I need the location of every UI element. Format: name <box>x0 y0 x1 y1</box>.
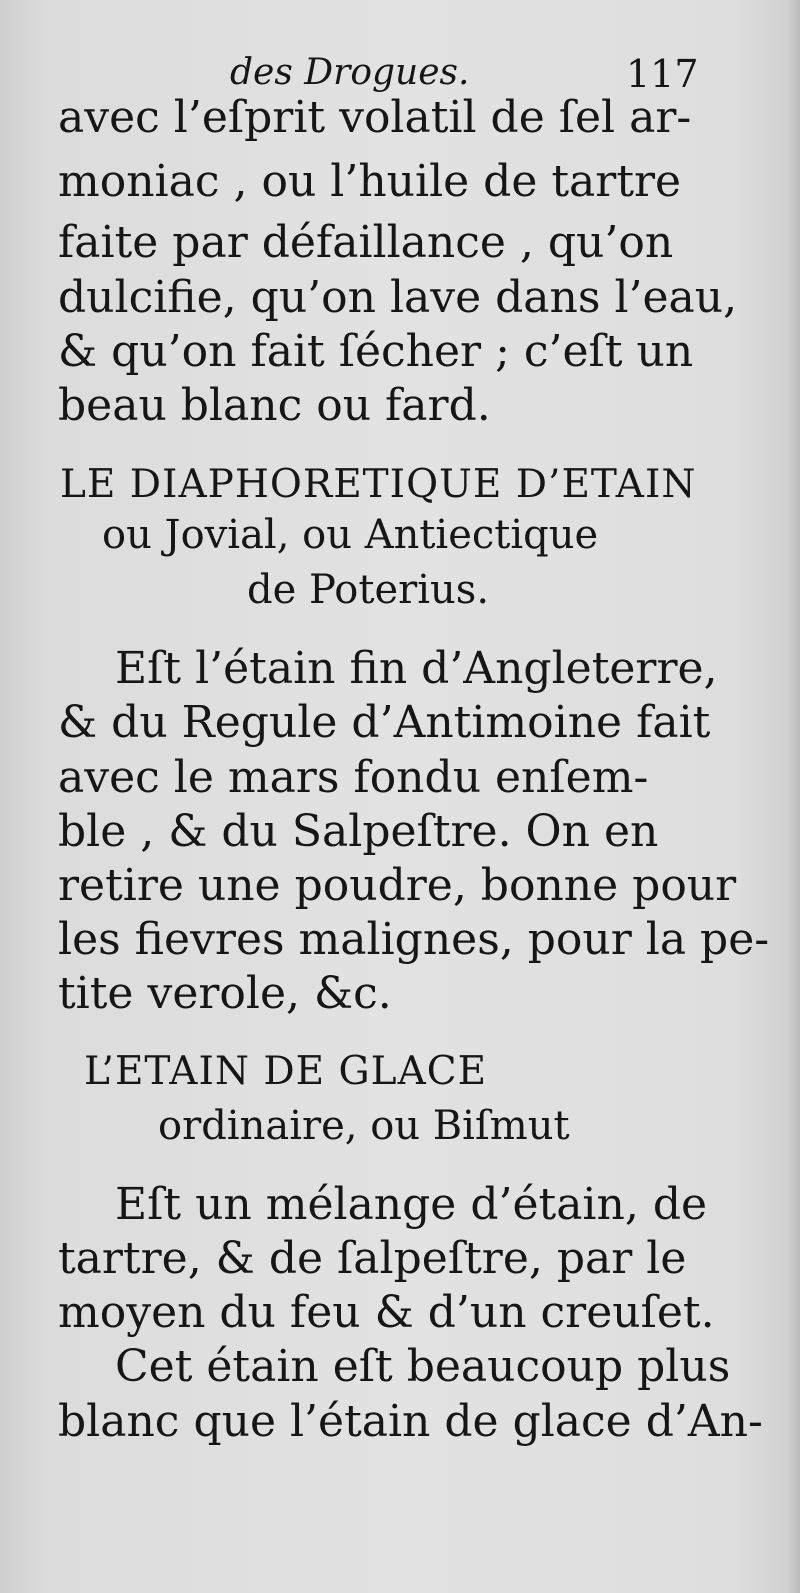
text-line: tartre, & de ſalpeſtre, par le <box>58 1233 687 1284</box>
section-heading: L’ETAIN DE GLACE <box>84 1049 488 1094</box>
section-heading: LE DIAPHORETIQUE D’ETAIN <box>60 462 697 507</box>
text-line: retire une poudre, bonne pour <box>58 860 737 911</box>
text-line: moyen du feu & d’un creuſet. <box>58 1287 715 1338</box>
text-line: avec le mars fondu enſem- <box>58 752 649 803</box>
text-line: ble , & du Salpeſtre. On en <box>58 806 659 857</box>
text-line: blanc que l’étain de glace d’An- <box>58 1396 763 1447</box>
text-line: avec l’eſprit volatil de ſel ar- <box>58 92 692 143</box>
text-line: faite par défaillance , qu’on <box>58 217 674 268</box>
text-line: & du Regule d’Antimoine fait <box>58 697 711 748</box>
text-line: tite verole, &c. <box>58 968 392 1019</box>
running-head: des Drogues. <box>230 52 470 93</box>
section-heading-subtitle: ou Jovial, ou Antiectique <box>102 512 599 558</box>
text-line: dulcifie, qu’on lave dans l’eau, <box>58 272 738 323</box>
section-heading-subtitle: de Poterius. <box>247 567 490 613</box>
text-line: & qu’on fait ſécher ; c’eſt un <box>58 326 694 377</box>
text-line: les fievres malignes, pour la pe- <box>58 914 770 965</box>
text-line: Eſt l’étain fin d’Angleterre, <box>115 643 718 694</box>
text-line: Cet étain eſt beaucoup plus <box>115 1341 731 1392</box>
section-heading-subtitle: ordinaire, ou Biſmut <box>158 1103 570 1149</box>
page-number: 117 <box>626 52 699 96</box>
text-line: moniac , ou l’huile de tartre <box>58 156 682 207</box>
page-edge-shadow <box>786 0 800 1593</box>
text-line: beau blanc ou fard. <box>58 380 491 431</box>
text-line: Eſt un mélange d’étain, de <box>115 1179 708 1230</box>
